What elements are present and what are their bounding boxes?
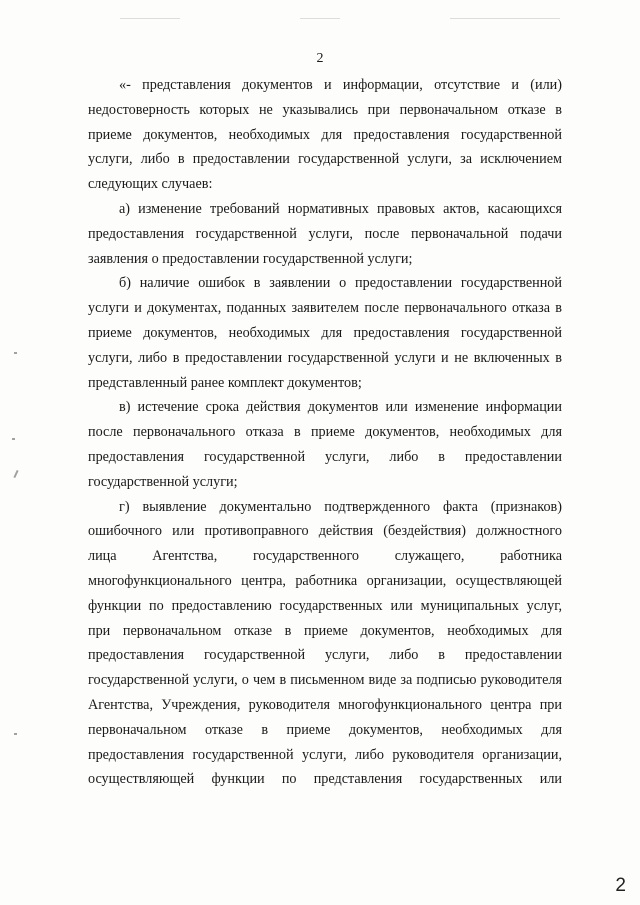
text-line: Агентства, Учреждения, руководителя многофункционального центра при: [88, 696, 562, 713]
text-line: представленный ранее комплект документов;: [88, 374, 362, 391]
text-line: многофункционального центра, работника организации, осуществляющей: [88, 572, 562, 589]
text-line: государственной услуги;: [88, 473, 238, 490]
text-line: государственной услуги, о чем в письменном виде за подписью руководителя: [88, 672, 562, 689]
text-line: недостоверность которых не указывались при первоначальном отказе в: [88, 101, 562, 118]
text-line: предоставления государственной услуги, либо в предоставлении: [88, 647, 562, 664]
text-line: предоставления государственной услуги, после первоначальной подачи: [88, 225, 562, 242]
text-line: услуги, либо в предоставлении государственной услуги, за исключением: [88, 151, 562, 168]
text-line: осуществляющей функции по представления государственных или: [88, 771, 562, 788]
document-body: [88, 73, 562, 792]
text-line: приеме документов, необходимых для предоставления государственной: [88, 126, 562, 143]
text-line: следующих случаев:: [88, 176, 213, 193]
scan-artifact-mark: [14, 352, 17, 354]
corner-page-number: 2: [615, 875, 626, 896]
text-line: заявления о предоставлении государственной услуги;: [88, 250, 413, 267]
text-line: ошибочного или противоправного действия (бездействия) должностного: [88, 523, 562, 540]
text-line: предоставления государственной услуги, либо в предоставлении: [88, 448, 562, 465]
scan-artifact-top: [120, 18, 180, 19]
text-line: в) истечение срока действия документов или изменение информации: [119, 399, 562, 416]
text-line: функции по предоставлению государственных или муниципальных услуг,: [88, 597, 562, 614]
scan-artifact-mark: [14, 733, 17, 735]
text-line: предоставления государственной услуги, либо руководителя организации,: [88, 746, 562, 763]
text-line: услуги и документах, поданных заявителем после первоначального отказа в: [88, 300, 562, 317]
text-line: после первоначального отказа в приеме документов, необходимых для: [88, 424, 562, 441]
scan-artifact-top: [450, 18, 560, 19]
text-line: г) выявление документально подтвержденного факта (признаков): [119, 498, 562, 515]
text-line: приеме документов, необходимых для предоставления государственной: [88, 324, 562, 341]
text-line: при первоначальном отказе в приеме документов, необходимых для: [88, 622, 562, 639]
page-number: 2: [316, 51, 324, 66]
scan-artifact-top: [300, 18, 340, 19]
text-line: первоначальном отказе в приеме документов, необходимых для: [88, 721, 562, 738]
scan-artifact-mark: [12, 438, 15, 440]
text-line: б) наличие ошибок в заявлении о предоставлении государственной: [119, 275, 562, 292]
text-line: лица Агентства, государственного служащего, работника: [88, 548, 562, 565]
scan-artifact-mark: [13, 470, 18, 478]
text-line: а) изменение требований нормативных правовых актов, касающихся: [119, 200, 562, 217]
text-line: услуги, либо в предоставлении государственной услуги и не включенных в: [88, 349, 562, 366]
text-line: «- представления документов и информации, отсутствие и (или): [119, 77, 562, 93]
